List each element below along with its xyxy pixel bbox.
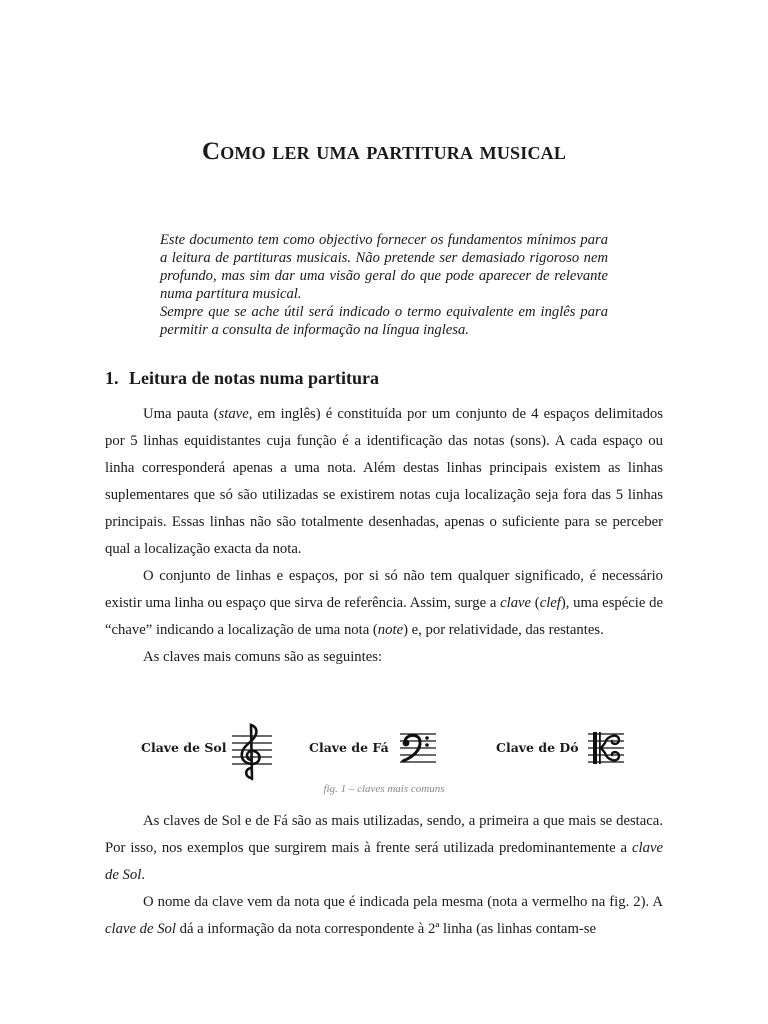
clef-label-sol: Clave de Sol: [141, 740, 227, 755]
body-block-2: [105, 808, 663, 943]
clefs-figure: [0, 716, 768, 784]
section-heading: [105, 368, 379, 389]
section-title: Leitura de notas numa partitura: [129, 368, 380, 388]
clef-label-fa: Clave de Fá: [309, 740, 389, 755]
figure-caption: fig. 1 – claves mais comuns: [323, 783, 445, 795]
section-number: 1.: [105, 368, 119, 388]
paragraph: As claves de Sol e de Fá são as mais utilizadas, sendo, a primeira a que mais se destaca. Por isso, nos exemplos que surgirem mais à frente será utilizada predominantemente a clave de Sol.: [105, 813, 663, 883]
body-block-1: [105, 401, 663, 671]
paragraph: O conjunto de linhas e espaços, por si só não tem qualquer significado, é necessário existir uma linha ou espaço que sirva de referência. Assim, surge a clave (clef), uma espécie de “chave” indicando a localização de uma nota (note) e, por relatividade, das restantes.: [105, 568, 663, 638]
alto-clef-icon: [586, 730, 626, 768]
paragraph: Uma pauta (stave, em inglês) é constituída por um conjunto de 4 espaços delimitados por 5 linhas equidistantes cuja função é a identificação das notas (sons). A cada espaço ou linha corresponderá apenas a uma nota. Além destas linhas principais existem as linhas suplementares que só são utilizadas se existirem notas cuja localização seja fora das 5 linhas principais. Essas linhas não são totalmente desenhadas, apenas o suficiente para se perceber qual a localização exacta da nota.: [105, 406, 663, 557]
bass-clef-icon: [398, 730, 438, 766]
paragraph: As claves mais comuns são as seguintes:: [143, 649, 383, 665]
treble-clef-icon: [230, 722, 274, 784]
clef-label-do: Clave de Dó: [496, 740, 579, 755]
document-title: Como ler uma partitura musical: [201, 138, 567, 165]
paragraph: O nome da clave vem da nota que é indicada pela mesma (nota a vermelho na fig. 2). A clave de Sol dá a informação da nota correspondente à 2ª linha (as linhas contam-se: [105, 894, 663, 937]
abstract-paragraph: Sempre que se ache útil será indicado o termo equivalente em inglês para permitir a consulta de informação na língua inglesa.: [160, 304, 608, 338]
abstract: [160, 231, 608, 339]
abstract-paragraph: Este documento tem como objectivo fornecer os fundamentos mínimos para a leitura de partituras musicais. Não pretende ser demasiado rigoroso nem profundo, mas sim dar uma visão geral do que pode aparecer de relevante numa partitura musical.: [160, 232, 608, 302]
